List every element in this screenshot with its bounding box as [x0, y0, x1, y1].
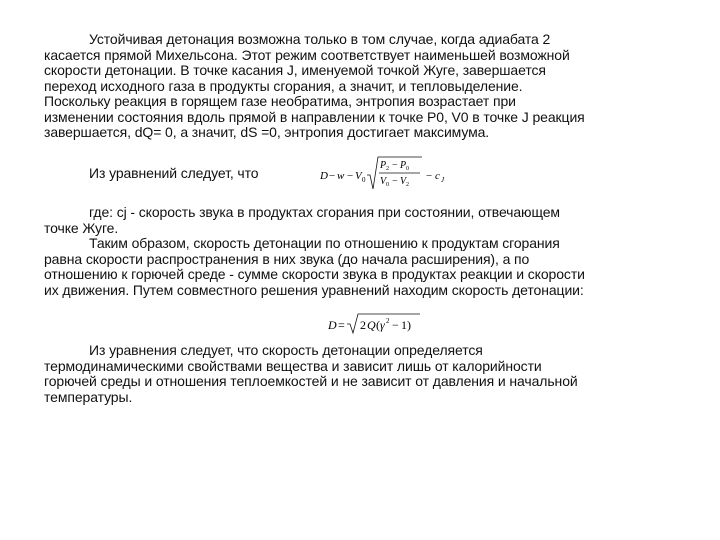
text-line: Таким образом, скорость детонации по отношению к продуктам сгорания: [89, 235, 560, 251]
paragraph-where-cj: [44, 205, 684, 298]
svg-text:0: 0: [386, 182, 389, 188]
paragraph-conclusion: [44, 343, 684, 405]
svg-text:2: 2: [386, 166, 389, 172]
text-line: где: cj - скорость звука в продуктах сгорания при состоянии, отвечающем: [89, 204, 560, 220]
svg-text:V: V: [355, 170, 362, 182]
text-line: Устойчивая детонация возможна только в том случае, когда адиабата 2: [89, 31, 551, 47]
svg-text:D: D: [328, 318, 337, 332]
text-line: горючей среды и отношения теплоемкостей и не зависит от давления и начальной: [44, 373, 578, 389]
text-line: отношению к горючей среде - сумме скорости звука в продуктах реакции и скорости: [44, 266, 585, 282]
svg-text:−: −: [329, 170, 336, 182]
svg-text:w: w: [337, 170, 345, 182]
svg-text:D: D: [320, 170, 328, 182]
text-line: переход исходного газа в продукты сгорания, а значит, и тепловыделение.: [44, 77, 523, 94]
formula-detonation-speed: [326, 311, 426, 337]
svg-text:J: J: [441, 176, 445, 184]
svg-text:(: (: [376, 318, 380, 332]
text-line: скорости детонации. В точке касания J, именуемой точкой Жуге, завершается: [44, 62, 546, 78]
text-line: их движения. Путем совместного решения уравнений находим скорость детонации:: [44, 281, 584, 298]
text-line: завершается, dQ= 0, а значит, dS =0, энтропия достигает максимума.: [44, 124, 490, 140]
text-line: термодинамическими свойствами вещества и зависит лишь от калорийности: [44, 357, 542, 374]
svg-text:V: V: [380, 176, 387, 187]
svg-text:γ: γ: [380, 318, 385, 332]
text-line: равна скорости распространения в них звука (до начала расширения), а по: [44, 250, 530, 267]
formula-graphic: [318, 153, 458, 195]
text-line: касается прямой Михельсона. Этот режим соответствует наименьшей возможной: [44, 46, 570, 63]
svg-text:2: 2: [386, 317, 390, 325]
svg-text:1): 1): [401, 318, 411, 332]
svg-text:P: P: [400, 160, 407, 171]
text-line: изменении состояния вдоль прямой в направлении к точке P0, V0 в точке J реакция: [44, 108, 585, 125]
svg-text:2: 2: [406, 182, 409, 188]
svg-text:−: −: [392, 176, 398, 187]
svg-text:0: 0: [362, 176, 366, 184]
text-line: точке Жуге.: [44, 219, 119, 236]
svg-text:V: V: [400, 176, 407, 187]
svg-text:Q: Q: [367, 318, 376, 332]
svg-text:P: P: [380, 160, 387, 171]
text-line: Из уравнения следует, что скорость детонации определяется: [89, 342, 483, 358]
formula-detonation-velocity: [318, 153, 458, 195]
svg-text:−: −: [392, 160, 398, 171]
svg-text:=: =: [338, 318, 345, 332]
paragraph-detonation-intro: [44, 32, 684, 141]
svg-text:−: −: [426, 170, 433, 182]
svg-text:c: c: [435, 170, 440, 182]
svg-text:−: −: [392, 318, 399, 332]
svg-text:0: 0: [406, 166, 409, 172]
text-line: температуры.: [44, 388, 133, 405]
svg-text:2: 2: [360, 318, 366, 332]
formula-graphic: [326, 311, 426, 337]
text-line: Поскольку реакция в горящем газе необратима, энтропия возрастает при: [44, 93, 516, 109]
svg-text:−: −: [347, 170, 354, 182]
text-line: Из уравнений следует, что: [89, 165, 259, 181]
